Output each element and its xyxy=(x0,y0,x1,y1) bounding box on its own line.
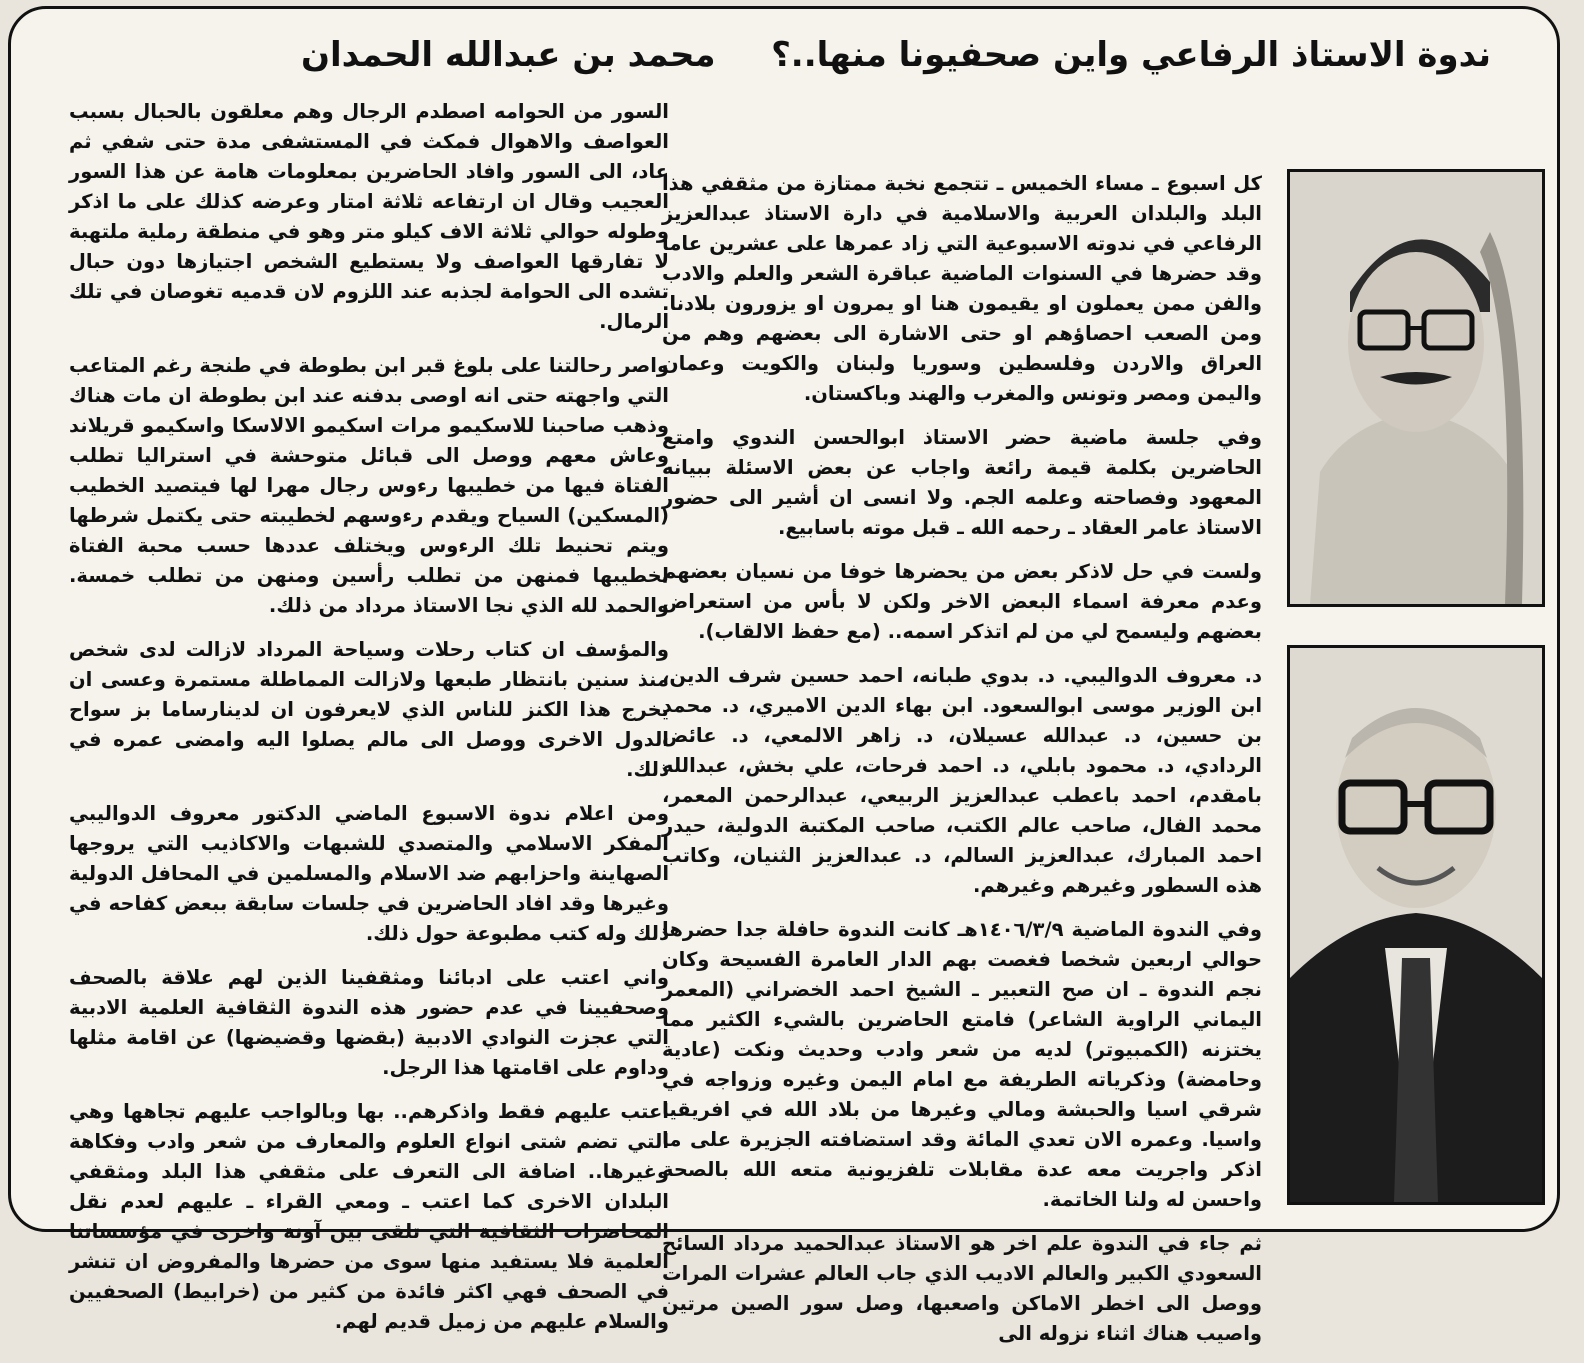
paragraph: وفي جلسة ماضية حضر الاستاذ ابوالحسن الندوي وامتع الحاضرين بكلمة قيمة رائعة واجاب عن بعض الاسئلة ببيانه المعهود وفصاحته وعلمه الجم. ولا انسى ان أشير الى حضور الاستاذ عامر العقاد ـ رحمه الله ـ قبل موته باسابيع. xyxy=(662,426,1262,539)
paragraph: والمؤسف ان كتاب رحلات وسياحة المرداد لازالت لدى شخص منذ سنين بانتظار طبعها ولازالت المماطلة مستمرة وعسى ان يخرج هذا الكنز للناس الذي لايعرفون ان لدينارساما بز سواح الدول الاخرى ووصل الى مالم يصلوا اليه وامضى عمره في ذلك. xyxy=(69,638,669,781)
portrait-photo-bottom xyxy=(1287,645,1545,1205)
paragraph: ومن اعلام ندوة الاسبوع الماضي الدكتور معروف الدواليبي المفكر الاسلامي والمتصدي للشبهات والاكاذيب التي يروجها الصهاينة واحزابهم ضد الاسلام والمسلمين في المحافل الدولية وغيرها وقد افاد الحاضرين في جلسات سابقة ببعض كفاحه في ذلك وله كتب مطبوعة حول ذلك. xyxy=(69,802,669,945)
paragraph: ولست في حل لاذكر بعض من يحضرها خوفا من نسيان بعضهم وعدم معرفة اسماء البعض الاخر ولكن لا بأس من استعراض بعضهم وليسمح لي من لم اتذكر اسمه.. (مع حفظ الالقاب). xyxy=(662,560,1262,643)
portrait-image xyxy=(1290,172,1542,604)
article-title: ندوة الاستاذ الرفاعي واين صحفيونا منها..؟ xyxy=(771,35,1491,75)
paragraph: السور من الحوامه اصطدم الرجال وهم معلقون بالحبال بسبب العواصف والاهوال فمكث في المستشفى مدة حتى شفي ثم عاد، الى السور وافاد الحاضرين بمعلومات هامة عن هذا السور العجيب وقال ان ارتفاعه ثلاثة امتار وعرضه كذلك على ما اذكر وطوله حوالي ثلاثة الاف كيلو متر وهو في منطقة رملية ملتهبة لا تفارقها العواصف ولا يستطيع الشخص اجتيازها دون حبال تشده الى الحوامة لجذبه عند اللزوم لان قدميه تغوصان في تلك الرمال. xyxy=(69,100,669,333)
portrait-photo-top xyxy=(1287,169,1545,607)
article-author: محمد بن عبدالله الحمدان xyxy=(301,35,716,75)
paragraph: ثم جاء في الندوة علم اخر هو الاستاذ عبدالحميد مرداد السائح السعودي الكبير والعالم الاديب الذي جاب العالم عشرات المرات ووصل الى اخطر الاماكن واصعبها، وصل سور الصين مرتين واصيب هناك اثناء نزوله الى xyxy=(662,1232,1262,1345)
paragraph: د. معروف الدواليبي. د. بدوي طبانه، احمد حسين شرف الدين، ابن الوزير موسى ابوالسعود. ابن بهاء الدين الاميري، د. محمد بن حسين، د. عبدالله عسيلان، د. زاهر الالمعي، د. عائض الردادي، د. محمود بابلي، د. احمد فرحات، علي بخش، عبدالله بامقدم، احمد باعطب عبدالعزيز الربيعي، عبدالرحمن المعمر، محمد الفال، صاحب عالم الكتب، صاحب المكتبة الدولية، حيدر احمد المبارك، عبدالعزيز السالم، د. عبدالعزيز الثنيان، وكاتب هذه السطور وغيرهم وغيرهم. xyxy=(662,664,1262,897)
paragraph: اعتب عليهم فقط واذكرهم.. بها وبالواجب عليهم تجاهها وهي التي تضم شتى انواع العلوم والمعارف من شعر وادب وفكاهة وغيرها.. اضافة الى التعرف على مثقفي هذا البلد ومثقفي البلدان الاخرى كما اعتب ـ ومعي القراء ـ عليهم لعدم نقل المحاضرات الثقافية التي تلقى بين آونة واخرى في مؤسساتنا العلمية فلا يستفيد منها سوى من حضرها والمفروض ان تنشر في الصحف فهي اكثر فائدة من كثير من (خرابيط) الصحفيين والسلام عليهم من زميل قديم لهم. xyxy=(69,1100,669,1333)
paragraph: وفي الندوة الماضية ١٤٠٦/٣/٩هـ كانت الندوة حافلة جدا حضرها حوالي اربعين شخصا فغصت بهم الدار العامرة الفسيحة وكان نجم الندوة ـ ان صح التعبير ـ الشيخ احمد الخضراني (المعمر اليماني الراوية الشاعر) فامتع الحاضرين بالشيء الكثير مما يختزنه (الكمبيوتر) لديه من شعر وادب وحديث ونكت (عادية وحامضة) وذكرياته الطريفة مع امام اليمن وغيره وزواجه في شرقي اسيا والحبشة ومالي وغيرها من بلاد الله في افريقيا واسيا. وعمره الان تعدي المائة وقد استضافته الجزيرة على ما اذكر واجريت معه عدة مقابلات تلفزيونية متعه الله بالصحة واحسن له ولنا الخاتمة. xyxy=(662,918,1262,1211)
paragraph: كل اسبوع ـ مساء الخميس ـ تتجمع نخبة ممتازة من مثقفي هذا البلد والبلدان العربية والاسلامية في دارة الاستاذ عبدالعزيز الرفاعي في ندوته الاسبوعية التي زاد عمرها على عشرين عاما وقد حضرها في السنوات الماضية عباقرة الشعر والعلم والادب والفن ممن يعملون او يقيمون هنا او يمرون او يزورون بلادنا. ومن الصعب احصاؤهم او حتى الاشارة الى بعضهم وهم من العراق والاردن وفلسطين وسوريا ولبنان والكويت وعمان واليمن ومصر وتونس والمغرب والهند وباكستان. xyxy=(662,172,1262,405)
portrait-image xyxy=(1290,648,1542,1202)
paragraph: واني اعتب على ادبائنا ومثقفينا الذين لهم علاقة بالصحف وصحفيينا في عدم حضور هذه الندوة الثقافية العلمية الادبية التي عجزت النوادي الادبية (بقضها وقضيضها) عن اقامة مثلها وداوم على اقامتها هذا الرجل. xyxy=(69,966,669,1079)
article-frame xyxy=(8,6,1560,1345)
paragraph: واصر رحالتنا على بلوغ قبر ابن بطوطة في طنجة رغم المتاعب التي واجهته حتى انه اوصى بدفنه عند ابن بطوطة ان مات هناك وذهب صاحبنا للاسكيمو مرات اسكيمو الالاسكا واسكيمو قريلاند وعاش معهم ووصل الى قبائل متوحشة في استراليا تطلب الفتاة فيها من خطيبها رءوس رجال مهرا لها فيتصيد الخطيب (المسكين) السياح ويقدم رءوسهم لخطيبته حتى يكتمل شرطها ويتم تحنيط تلك الرءوس ويختلف عددها حسب محبة الفتاة لخطيبها فمنهن من تطلب رأسين ومنهن من تطلب خمسة. والحمد لله الذي نجا الاستاذ مرداد من ذلك. xyxy=(69,354,669,617)
left-text-column xyxy=(69,97,669,1351)
right-text-column xyxy=(662,169,1262,1363)
